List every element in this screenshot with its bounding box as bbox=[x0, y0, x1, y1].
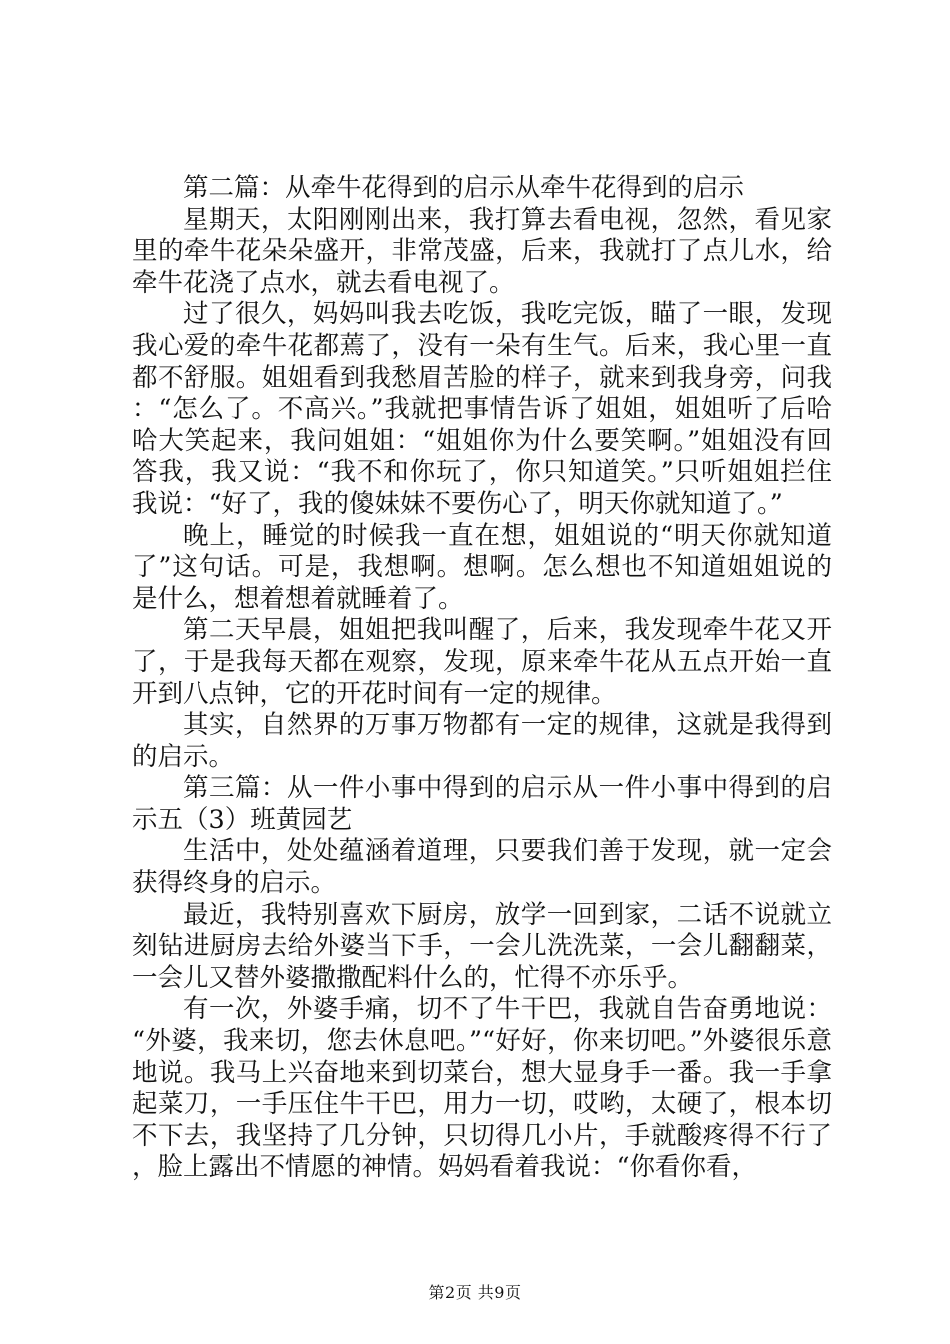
page-number-footer: 第2页 共9页 bbox=[428, 1283, 522, 1302]
body-paragraph: 晚上，睡觉的时候我一直在想，姐姐说的“明天你就知道了”这句话。可是，我想啊。想啊。怎么想也不知道姐姐说的是什么，想着想着就睡着了。 bbox=[132, 520, 832, 614]
heading-part-three: 第三篇：从一件小事中得到的启示从一件小事中得到的启示五（3）班黄园艺 bbox=[132, 773, 832, 835]
body-paragraph: 过了很久，妈妈叫我去吃饭，我吃完饭，瞄了一眼，发现我心爱的牵牛花都蔫了，没有一朵有生气。后来，我心里一直都不舒服。姐姐看到我愁眉苦脸的样子，就来到我身旁，问我：“怎么了。不高兴。”我就把事情告诉了姐姐，姐姐听了后哈哈大笑起来，我问姐姐：“姐姐你为什么要笑啊。”姐姐没有回答我，我又说：“我不和你玩了，你只知道笑。”只听姐姐拦住我说：“好了，我的傻妹妹不要伤心了，明天你就知道了。” bbox=[132, 299, 832, 519]
body-paragraph: 第二天早晨，姐姐把我叫醒了，后来，我发现牵牛花又开了，于是我每天都在观察，发现，原来牵牛花从五点开始一直开到八点钟，它的开花时间有一定的规律。 bbox=[132, 615, 832, 709]
document-body bbox=[132, 173, 832, 1184]
heading-part-two: 第二篇：从牵牛花得到的启示从牵牛花得到的启示 bbox=[183, 173, 745, 203]
body-paragraph: 有一次，外婆手痛，切不了牛干巴，我就自告奋勇地说：“外婆，我来切，您去休息吧。”“好好，你来切吧。”外婆很乐意地说。我马上兴奋地来到切菜台，想大显身手一番。我一手拿起菜刀，一手压住牛干巴，用力一切，哎哟，太硬了，根本切不下去，我坚持了几分钟，只切得几小片，手就酸疼得不行了，脸上露出不情愿的神情。妈妈看着我说：“你看你看， bbox=[132, 994, 832, 1183]
body-paragraph: 星期天，太阳刚刚出来，我打算去看电视，忽然，看见家里的牵牛花朵朵盛开，非常茂盛，后来，我就打了点儿水，给牵牛花浇了点水，就去看电视了。 bbox=[132, 204, 832, 298]
body-paragraph: 其实，自然界的万事万物都有一定的规律，这就是我得到的启示。 bbox=[132, 710, 832, 772]
body-paragraph: 最近，我特别喜欢下厨房，放学一回到家，二话不说就立刻钻进厨房去给外婆当下手，一会儿洗洗菜，一会儿翻翻菜，一会儿又替外婆撒撒配料什么的，忙得不亦乐乎。 bbox=[132, 899, 832, 993]
body-paragraph: 生活中，处处蕴涵着道理，只要我们善于发现，就一定会获得终身的启示。 bbox=[132, 836, 832, 899]
